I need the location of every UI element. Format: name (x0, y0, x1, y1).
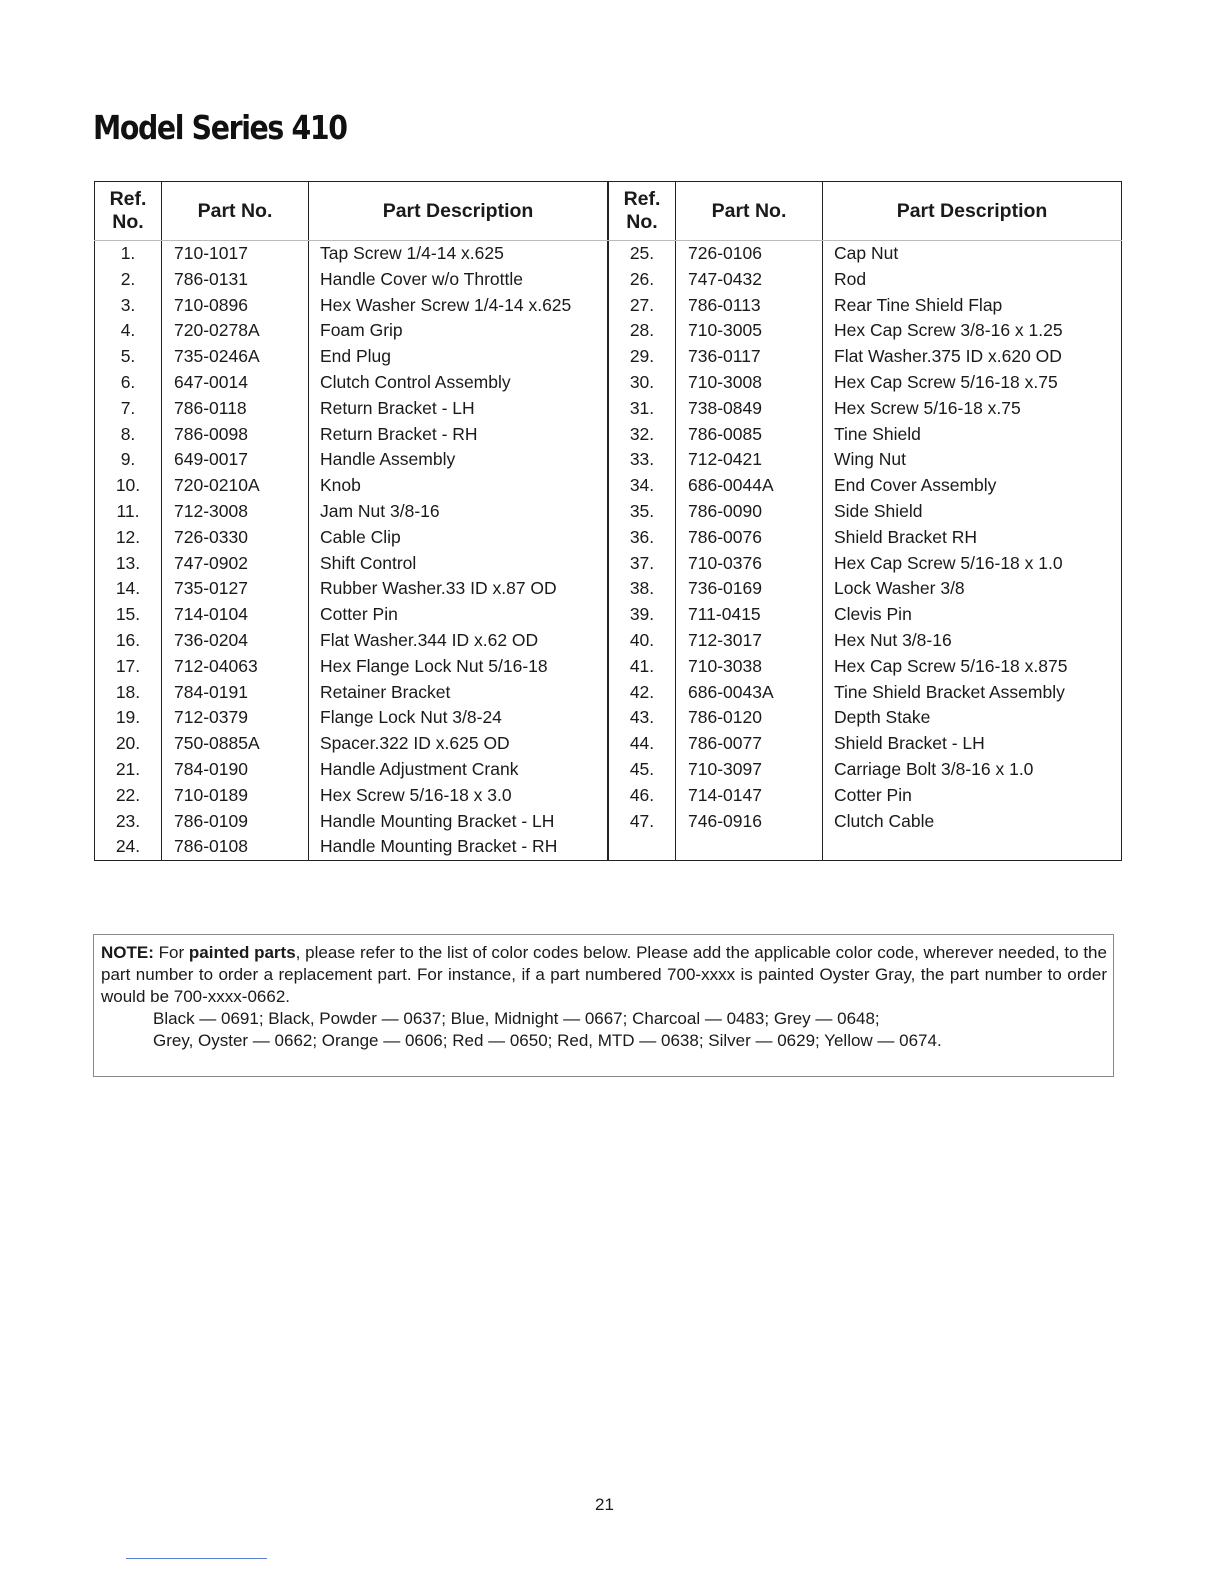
header-ref-no: Ref. No. (609, 182, 676, 241)
table-row (95, 731, 608, 757)
table-row (609, 396, 1122, 422)
ref-no-cell: 43. (609, 705, 676, 731)
part-description-cell: Knob (309, 473, 608, 499)
ref-no-cell: 46. (609, 783, 676, 809)
header-ref-no: Ref. No. (95, 182, 162, 241)
note-text-before: For (158, 943, 185, 962)
ref-no-cell: 13. (95, 551, 162, 577)
part-no-cell: 711-0415 (676, 602, 823, 628)
table-row (609, 602, 1122, 628)
part-no-cell: 786-0113 (676, 293, 823, 319)
table-row (95, 318, 608, 344)
empty-cell (676, 834, 823, 860)
parts-table-right-body (609, 241, 1122, 861)
part-description-cell: Flat Washer.375 ID x.620 OD (823, 344, 1122, 370)
table-row (95, 628, 608, 654)
part-no-cell: 726-0106 (676, 241, 823, 267)
table-row (609, 705, 1122, 731)
ref-no-cell: 26. (609, 267, 676, 293)
footer-rule (126, 1558, 267, 1559)
table-row (609, 551, 1122, 577)
part-description-cell: Spacer.322 ID x.625 OD (309, 731, 608, 757)
part-description-cell: Rod (823, 267, 1122, 293)
part-description-cell: Hex Nut 3/8-16 (823, 628, 1122, 654)
ref-no-cell: 8. (95, 422, 162, 448)
part-no-cell: 712-3017 (676, 628, 823, 654)
part-description-cell: Clutch Control Assembly (309, 370, 608, 396)
page-number: 21 (595, 1495, 614, 1514)
note-bold-phrase: painted parts (188, 943, 296, 962)
part-no-cell: 735-0246A (162, 344, 309, 370)
table-row (609, 241, 1122, 267)
part-description-cell: Depth Stake (823, 705, 1122, 731)
ref-no-cell: 15. (95, 602, 162, 628)
table-row (609, 370, 1122, 396)
ref-no-cell: 16. (95, 628, 162, 654)
table-row (95, 809, 608, 835)
part-description-cell: Tine Shield (823, 422, 1122, 448)
ref-no-cell: 5. (95, 344, 162, 370)
part-description-cell: Side Shield (823, 499, 1122, 525)
ref-no-cell: 6. (95, 370, 162, 396)
table-row (609, 525, 1122, 551)
part-no-cell: 750-0885A (162, 731, 309, 757)
part-description-cell: End Cover Assembly (823, 473, 1122, 499)
ref-no-cell: 36. (609, 525, 676, 551)
ref-no-cell: 33. (609, 447, 676, 473)
ref-no-cell: 23. (95, 809, 162, 835)
part-no-cell: 726-0330 (162, 525, 309, 551)
table-row (95, 293, 608, 319)
ref-no-cell: 25. (609, 241, 676, 267)
part-no-cell: 712-0379 (162, 705, 309, 731)
table-row (95, 654, 608, 680)
part-description-cell: Carriage Bolt 3/8-16 x 1.0 (823, 757, 1122, 783)
part-no-cell: 786-0085 (676, 422, 823, 448)
ref-no-cell: 38. (609, 576, 676, 602)
part-no-cell: 786-0108 (162, 834, 309, 860)
ref-no-cell: 28. (609, 318, 676, 344)
ref-no-cell: 34. (609, 473, 676, 499)
part-description-cell: Lock Washer 3/8 (823, 576, 1122, 602)
part-no-cell: 710-0896 (162, 293, 309, 319)
page-title: Model Series 410 (93, 108, 347, 147)
table-row (609, 757, 1122, 783)
part-description-cell: Return Bracket - LH (309, 396, 608, 422)
color-codes-line-2: Grey, Oyster — 0662; Orange — 0606; Red — 0650; Red, MTD — 0638; Silver — 0629; Yellow — 0674. (153, 1031, 942, 1050)
part-description-cell: Clevis Pin (823, 602, 1122, 628)
part-description-cell: Tine Shield Bracket Assembly (823, 680, 1122, 706)
table-row (609, 783, 1122, 809)
table-row (95, 473, 608, 499)
ref-no-cell: 24. (95, 834, 162, 860)
ref-no-cell: 9. (95, 447, 162, 473)
table-row (95, 783, 608, 809)
part-no-cell: 714-0104 (162, 602, 309, 628)
part-no-cell: 786-0090 (676, 499, 823, 525)
empty-cell (609, 834, 676, 860)
color-codes-line-1: Black — 0691; Black, Powder — 0637; Blue, Midnight — 0667; Charcoal — 0483; Grey — 0648; (153, 1009, 880, 1028)
part-description-cell: Flat Washer.344 ID x.62 OD (309, 628, 608, 654)
table-row (609, 318, 1122, 344)
table-row (95, 241, 608, 267)
part-no-cell: 649-0017 (162, 447, 309, 473)
part-no-cell: 710-3097 (676, 757, 823, 783)
part-no-cell: 746-0916 (676, 809, 823, 835)
table-row (95, 447, 608, 473)
part-no-cell: 736-0169 (676, 576, 823, 602)
empty-cell (823, 834, 1122, 860)
ref-no-cell: 29. (609, 344, 676, 370)
part-description-cell: Hex Washer Screw 1/4-14 x.625 (309, 293, 608, 319)
part-description-cell: Hex Cap Screw 5/16-18 x.75 (823, 370, 1122, 396)
part-description-cell: Jam Nut 3/8-16 (309, 499, 608, 525)
part-description-cell: Cable Clip (309, 525, 608, 551)
table-row (609, 809, 1122, 835)
ref-no-cell: 31. (609, 396, 676, 422)
part-description-cell: Cotter Pin (823, 783, 1122, 809)
table-row (609, 628, 1122, 654)
header-part-description: Part Description (823, 182, 1122, 241)
part-no-cell: 712-04063 (162, 654, 309, 680)
header-part-description: Part Description (309, 182, 608, 241)
ref-no-cell: 45. (609, 757, 676, 783)
part-description-cell: Handle Assembly (309, 447, 608, 473)
table-row (609, 499, 1122, 525)
ref-no-cell: 19. (95, 705, 162, 731)
table-row (609, 447, 1122, 473)
part-description-cell: Rubber Washer.33 ID x.87 OD (309, 576, 608, 602)
ref-no-cell: 17. (95, 654, 162, 680)
table-row (95, 551, 608, 577)
part-no-cell: 647-0014 (162, 370, 309, 396)
table-row (95, 267, 608, 293)
header-part-no: Part No. (676, 182, 823, 241)
ref-no-cell: 21. (95, 757, 162, 783)
ref-no-cell: 42. (609, 680, 676, 706)
parts-table-left (94, 181, 608, 861)
ref-no-cell: 3. (95, 293, 162, 319)
ref-no-cell: 39. (609, 602, 676, 628)
ref-no-cell: 37. (609, 551, 676, 577)
part-no-cell: 786-0098 (162, 422, 309, 448)
part-description-cell: Handle Mounting Bracket - LH (309, 809, 608, 835)
part-no-cell: 714-0147 (676, 783, 823, 809)
note-text-after: , please refer to the list of color codes below. Please add the applicable color code, wherever needed, to the part number to order a replacement part. For instance, if a part numbered 700-xxxx is painted Oyster Gray, the part number to order would be 700-xxxx-0662. (101, 943, 1107, 1006)
ref-no-cell: 22. (95, 783, 162, 809)
part-description-cell: Flange Lock Nut 3/8-24 (309, 705, 608, 731)
part-no-cell: 710-3005 (676, 318, 823, 344)
part-description-cell: Clutch Cable (823, 809, 1122, 835)
table-row (609, 422, 1122, 448)
part-no-cell: 686-0043A (676, 680, 823, 706)
part-no-cell: 747-0902 (162, 551, 309, 577)
ref-no-cell: 12. (95, 525, 162, 551)
part-no-cell: 786-0120 (676, 705, 823, 731)
part-no-cell: 720-0278A (162, 318, 309, 344)
part-no-cell: 710-1017 (162, 241, 309, 267)
ref-no-cell: 41. (609, 654, 676, 680)
part-no-cell: 786-0076 (676, 525, 823, 551)
part-description-cell: Shield Bracket RH (823, 525, 1122, 551)
table-row (95, 705, 608, 731)
part-description-cell: Rear Tine Shield Flap (823, 293, 1122, 319)
ref-no-cell: 47. (609, 809, 676, 835)
ref-no-cell: 27. (609, 293, 676, 319)
ref-no-cell: 35. (609, 499, 676, 525)
part-description-cell: Hex Screw 5/16-18 x 3.0 (309, 783, 608, 809)
table-row (609, 267, 1122, 293)
table-row (609, 473, 1122, 499)
ref-no-cell: 44. (609, 731, 676, 757)
ref-no-cell: 2. (95, 267, 162, 293)
part-no-cell: 686-0044A (676, 473, 823, 499)
part-no-cell: 747-0432 (676, 267, 823, 293)
table-row-empty (609, 834, 1122, 860)
ref-no-cell: 20. (95, 731, 162, 757)
part-description-cell: End Plug (309, 344, 608, 370)
ref-no-cell: 40. (609, 628, 676, 654)
table-row (95, 525, 608, 551)
header-part-no: Part No. (162, 182, 309, 241)
ref-no-cell: 14. (95, 576, 162, 602)
parts-table-right (608, 181, 1122, 861)
part-no-cell: 712-3008 (162, 499, 309, 525)
part-no-cell: 784-0191 (162, 680, 309, 706)
part-no-cell: 710-3038 (676, 654, 823, 680)
table-row (609, 654, 1122, 680)
table-row (95, 576, 608, 602)
painted-parts-note (93, 934, 1114, 1077)
note-label: NOTE: (101, 943, 154, 962)
table-row (609, 680, 1122, 706)
part-description-cell: Foam Grip (309, 318, 608, 344)
part-description-cell: Cotter Pin (309, 602, 608, 628)
part-no-cell: 736-0117 (676, 344, 823, 370)
part-description-cell: Handle Adjustment Crank (309, 757, 608, 783)
part-description-cell: Wing Nut (823, 447, 1122, 473)
table-row (95, 396, 608, 422)
part-description-cell: Handle Mounting Bracket - RH (309, 834, 608, 860)
part-no-cell: 786-0109 (162, 809, 309, 835)
part-description-cell: Tap Screw 1/4-14 x.625 (309, 241, 608, 267)
table-row (609, 731, 1122, 757)
part-no-cell: 786-0118 (162, 396, 309, 422)
part-no-cell: 720-0210A (162, 473, 309, 499)
part-description-cell: Return Bracket - RH (309, 422, 608, 448)
part-description-cell: Shift Control (309, 551, 608, 577)
part-description-cell: Hex Flange Lock Nut 5/16-18 (309, 654, 608, 680)
part-description-cell: Retainer Bracket (309, 680, 608, 706)
ref-no-cell: 10. (95, 473, 162, 499)
table-row (609, 344, 1122, 370)
table-header-row (609, 182, 1122, 241)
ref-no-cell: 30. (609, 370, 676, 396)
ref-no-cell: 11. (95, 499, 162, 525)
part-no-cell: 736-0204 (162, 628, 309, 654)
table-row (95, 680, 608, 706)
part-description-cell: Hex Screw 5/16-18 x.75 (823, 396, 1122, 422)
part-no-cell: 735-0127 (162, 576, 309, 602)
ref-no-cell: 32. (609, 422, 676, 448)
part-no-cell: 710-3008 (676, 370, 823, 396)
table-row (95, 499, 608, 525)
part-description-cell: Shield Bracket - LH (823, 731, 1122, 757)
table-row (95, 370, 608, 396)
part-no-cell: 710-0376 (676, 551, 823, 577)
part-no-cell: 738-0849 (676, 396, 823, 422)
part-no-cell: 712-0421 (676, 447, 823, 473)
ref-no-cell: 1. (95, 241, 162, 267)
part-description-cell: Hex Cap Screw 5/16-18 x.875 (823, 654, 1122, 680)
part-no-cell: 786-0077 (676, 731, 823, 757)
part-description-cell: Hex Cap Screw 5/16-18 x 1.0 (823, 551, 1122, 577)
table-header-row (95, 182, 608, 241)
part-description-cell: Handle Cover w/o Throttle (309, 267, 608, 293)
part-description-cell: Cap Nut (823, 241, 1122, 267)
part-no-cell: 710-0189 (162, 783, 309, 809)
ref-no-cell: 7. (95, 396, 162, 422)
table-row (609, 293, 1122, 319)
table-row (95, 834, 608, 860)
part-no-cell: 786-0131 (162, 267, 309, 293)
table-row (95, 757, 608, 783)
parts-table-left-body (95, 241, 608, 861)
table-row (95, 422, 608, 448)
ref-no-cell: 18. (95, 680, 162, 706)
table-row (609, 576, 1122, 602)
table-row (95, 344, 608, 370)
part-description-cell: Hex Cap Screw 3/8-16 x 1.25 (823, 318, 1122, 344)
part-no-cell: 784-0190 (162, 757, 309, 783)
note-paragraph (101, 942, 1107, 1008)
ref-no-cell: 4. (95, 318, 162, 344)
table-row (95, 602, 608, 628)
